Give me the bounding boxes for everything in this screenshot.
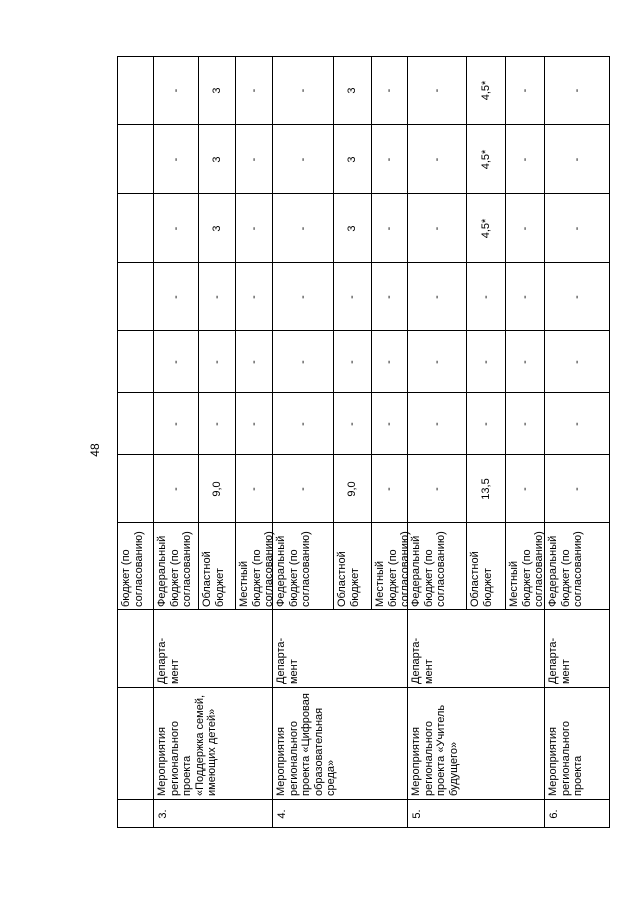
budget-value: -: [430, 226, 443, 231]
budget-source: Федеральный бюджет (по согласованию): [275, 531, 312, 607]
event-name: Мероприятия регионального проекта: [547, 721, 584, 796]
budget-source: Местный бюджет (по согласованию): [508, 531, 545, 607]
budget-value: -: [430, 157, 443, 162]
budget-value: -: [346, 422, 358, 426]
budget-value: -: [169, 226, 182, 231]
budget-value: 9,0: [210, 481, 223, 497]
budget-source: Областной бюджет: [336, 551, 361, 607]
budget-value: -: [430, 295, 443, 299]
budget-value: -: [169, 487, 182, 491]
table-rule: [117, 56, 610, 57]
table-rule: [466, 56, 467, 610]
budget-source: Местный бюджет (по согласованию): [238, 531, 275, 607]
budget-value: -: [383, 487, 395, 491]
event-name: Мероприятия регионального проекта «Цифровая образовательная среда»: [275, 693, 337, 796]
table-rule: [117, 262, 610, 263]
budget-value: -: [169, 88, 182, 93]
budget-value: -: [479, 295, 492, 299]
table-rule: [544, 56, 545, 828]
budget-value: -: [210, 422, 223, 426]
budget-value: -: [571, 422, 583, 426]
budget-value: -: [296, 422, 309, 426]
row-number: 3.: [157, 809, 169, 819]
budget-source-cell: бюджет (по согласованию): [120, 531, 145, 607]
table-rule: [117, 687, 610, 688]
budget-value: -: [247, 487, 260, 491]
budget-value: -: [518, 157, 531, 162]
budget-source: Федеральный бюджет (по согласованию): [547, 531, 584, 607]
table-rule: [117, 522, 610, 523]
row-number: 4.: [276, 809, 288, 819]
budget-value: 9,0: [346, 481, 358, 497]
table-rule: [272, 56, 273, 828]
budget-value: 3: [210, 156, 223, 163]
table-rule: [198, 56, 199, 610]
budget-value: -: [296, 226, 309, 231]
budget-value: -: [247, 360, 260, 364]
budget-value: 4,5*: [479, 80, 492, 101]
budget-value: -: [518, 226, 531, 231]
responsible: Департа-мент: [410, 637, 435, 684]
budget-source: Местный бюджет (по согласованию): [374, 531, 411, 607]
budget-value: -: [430, 88, 443, 93]
event-name: Мероприятия регионального проекта «Поддержка семей, имеющих детей»: [156, 694, 218, 796]
budget-value: -: [571, 157, 583, 162]
budget-value: -: [383, 295, 395, 299]
budget-value: -: [430, 360, 443, 364]
budget-value: -: [518, 422, 531, 426]
budget-value: -: [346, 360, 358, 364]
table-rule: [117, 392, 610, 393]
budget-value: -: [247, 295, 260, 299]
budget-value: -: [296, 295, 309, 299]
budget-value: 3: [210, 87, 223, 94]
budget-value: -: [296, 157, 309, 162]
table-rule: [371, 56, 372, 610]
budget-value: -: [430, 422, 443, 426]
budget-value: 3: [210, 225, 223, 232]
budget-value: -: [571, 487, 583, 491]
table-rule: [117, 330, 610, 331]
budget-source: Федеральный бюджет (по согласованию): [156, 531, 193, 607]
budget-value: -: [296, 88, 309, 93]
budget-value: -: [518, 360, 531, 364]
responsible: Департа-мент: [547, 637, 572, 684]
table-rule: [117, 193, 610, 194]
budget-table: [117, 56, 610, 828]
table-rule: [117, 799, 610, 800]
budget-value: -: [571, 295, 583, 299]
budget-value: -: [169, 295, 182, 299]
row-number: 5.: [411, 809, 423, 819]
budget-value: -: [346, 295, 358, 299]
row-number: 6.: [548, 809, 560, 819]
budget-value: 13,5: [479, 478, 492, 500]
table-rule: [117, 827, 610, 828]
responsible: Департа-мент: [156, 637, 181, 684]
table-rule: [407, 56, 408, 828]
budget-value: -: [571, 88, 583, 93]
budget-value: -: [383, 157, 395, 162]
budget-source: Федеральный бюджет (по согласованию): [410, 531, 447, 607]
responsible: Департа-мент: [275, 637, 300, 684]
budget-value: -: [169, 360, 182, 364]
table-rule: [609, 56, 610, 828]
page-number: 48: [88, 443, 102, 457]
budget-value: 4,5*: [479, 149, 492, 170]
table-rule: [117, 609, 610, 610]
budget-value: -: [210, 360, 223, 364]
budget-value: -: [247, 88, 260, 93]
budget-value: 3: [346, 87, 358, 94]
budget-value: 3: [346, 225, 358, 232]
budget-value: -: [571, 360, 583, 364]
budget-value: -: [383, 360, 395, 364]
budget-value: -: [296, 360, 309, 364]
table-rule: [333, 56, 334, 610]
table-rule: [505, 56, 506, 610]
budget-value: 3: [346, 156, 358, 163]
budget-value: -: [210, 295, 223, 299]
table-rule: [153, 56, 154, 828]
budget-source: Областной бюджет: [469, 551, 494, 607]
budget-value: -: [479, 360, 492, 364]
table-rule: [117, 124, 610, 125]
budget-value: -: [247, 157, 260, 162]
budget-value: -: [518, 295, 531, 299]
budget-value: -: [383, 422, 395, 426]
table-rule: [117, 56, 118, 828]
budget-value: -: [479, 422, 492, 426]
budget-value: -: [296, 487, 309, 491]
budget-value: -: [430, 487, 443, 491]
event-name: Мероприятия регионального проекта «Учитель будущего»: [410, 704, 460, 796]
table-rule: [117, 454, 610, 455]
budget-value: -: [518, 88, 531, 93]
budget-value: -: [169, 422, 182, 426]
budget-value: -: [383, 226, 395, 231]
budget-value: -: [571, 226, 583, 231]
budget-value: -: [518, 487, 531, 491]
table-rule: [235, 56, 236, 610]
budget-value: -: [169, 157, 182, 162]
budget-value: -: [247, 422, 260, 426]
budget-value: 4,5*: [479, 218, 492, 239]
budget-source: Областной бюджет: [201, 551, 226, 607]
budget-value: -: [247, 226, 260, 231]
budget-value: -: [383, 88, 395, 93]
